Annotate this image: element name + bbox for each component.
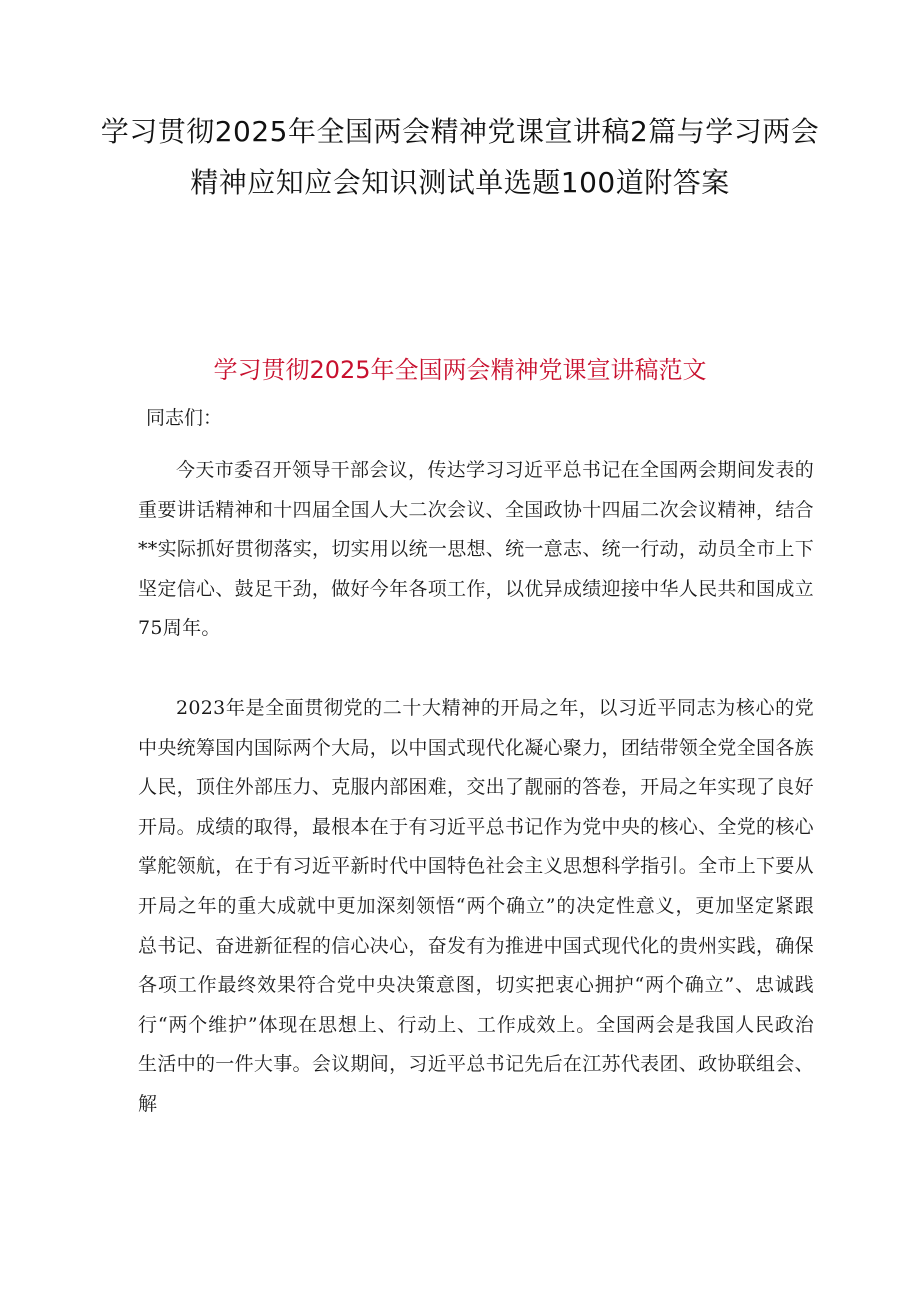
body-paragraph: 今天市委召开领导干部会议，传达学习习近平总书记在全国两会期间发表的重要讲话精神和十四届全国人大二次会议、全国政协十四届二次会议精神，结合**实际抓好贯彻落实，切实用以统一思想、统一意志、统一行动，动员全市上下坚定信心、鼓足干劲，做好今年各项工作，以优异成绩迎接中华人民共和国成立75周年。 xyxy=(138,459,814,640)
document-title: 学习贯彻2025年全国两会精神党课宣讲稿2篇与学习两会精神应知应会知识测试单选题100道附答案 xyxy=(100,115,820,199)
salutation: 同志们： xyxy=(146,407,223,429)
section-title: 学习贯彻2025年全国两会精神党课宣讲稿范文 xyxy=(213,356,707,384)
body-paragraph: 2023年是全面贯彻党的二十大精神的开局之年，以习近平同志为核心的党中央统筹国内国际两个大局，以中国式现代化凝心聚力，团结带领全党全国各族人民，顶住外部压力、克服内部困难，交出了靓丽的答卷，开局之年实现了良好开局。成绩的取得，最根本在于有习近平总书记作为党中央的核心、全党的核心掌舵领航，在于有习近平新时代中国特色社会主义思想科学指引。全市上下要从开局之年的重大成就中更加深刻领悟“两个确立”的决定性意义，更加坚定紧跟总书记、奋进新征程的信心决心，奋发有为推进中国式现代化的贵州实践，确保各项工作最终效果符合党中央决策意图，切实把衷心拥护“两个确立”、忠诚践行“两个维护”体现在思想上、行动上、工作成效上。全国两会是我国人民政治生活中的一件大事。会议期间，习近平总书记先后在江苏代表团、政协联组会、解 xyxy=(138,697,814,1115)
